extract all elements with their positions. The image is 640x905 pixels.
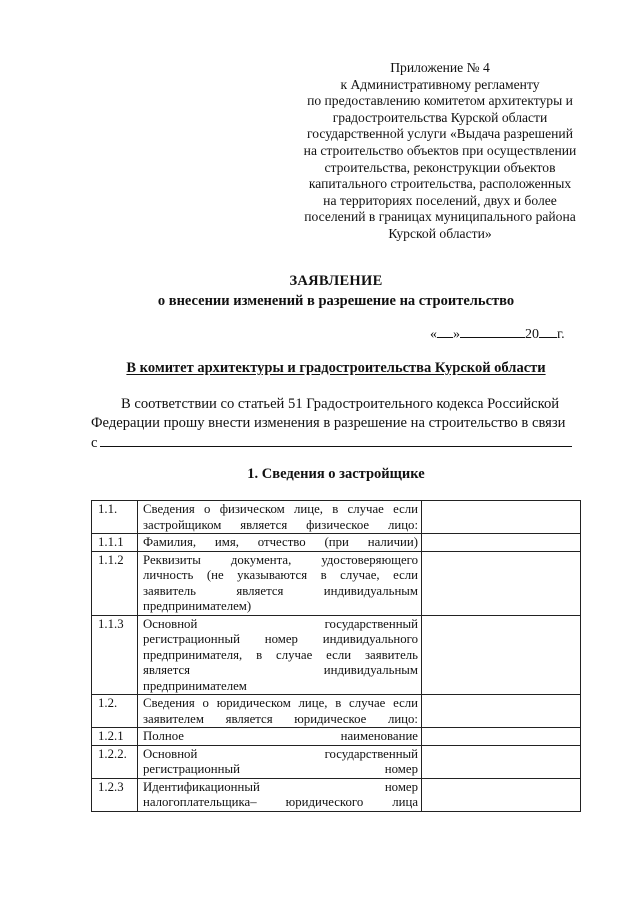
date-line [430,327,590,343]
table-row [92,745,581,778]
document-subtitle: о внесении изменений в разрешение на строительство [157,293,515,309]
table-row [92,695,581,728]
table-row [92,728,581,746]
annex-line: Приложение № 4 [390,60,490,75]
row-number: 1.1.2 [92,551,138,615]
document-title: ЗАЯВЛЕНИЕ [289,273,383,289]
table-row [92,501,581,534]
row-description-line: является индивидуальным [143,663,418,677]
addressee [0,360,640,377]
date-year-suffix: г. [557,327,565,342]
row-description-line: регистрационный номер [143,762,418,776]
row-description-line: Фамилия, имя, отчество (при наличии) [143,535,418,549]
row-number: 1.1. [92,501,138,534]
date-year-prefix: 20 [525,327,539,342]
row-description [138,745,422,778]
annex-line: градостроительства Курской области [332,109,548,125]
table-row [92,615,581,695]
row-description-line: застройщиком является физическое лицо: [143,517,418,532]
section-title: 1. Сведения о застройщике [247,466,425,482]
row-value-cell[interactable] [422,745,581,778]
annex-line: Курской области» [388,225,492,241]
row-description [138,728,422,746]
row-description-line: Основной государственный [143,746,418,761]
row-description [138,695,422,728]
row-description-line: Идентификационный номер [143,779,418,794]
row-number: 1.1.1 [92,534,138,552]
row-description [138,778,422,811]
row-number: 1.1.3 [92,615,138,695]
annex-header [290,60,590,243]
row-value-cell[interactable] [422,501,581,534]
row-description-line: Сведения о юридическом лице, в случае если [143,696,418,710]
row-description-line: предпринимателем [143,678,247,693]
row-value-cell[interactable] [422,615,581,695]
row-description [138,551,422,615]
developer-info-table [91,500,581,812]
row-number: 1.2.3 [92,778,138,811]
row-description [138,534,422,552]
row-value-cell[interactable] [422,778,581,811]
row-value-cell[interactable] [422,551,581,615]
table-row [92,551,581,615]
request-paragraph-line-3 [91,434,591,452]
row-number: 1.2.1 [92,728,138,746]
date-month-blank[interactable] [460,337,525,338]
request-paragraph-line-1: В соответствии со статьей 51 Градостроительного кодекса Российской [121,396,560,412]
request-reason-blank[interactable] [100,434,572,447]
date-close-quote: » [453,327,460,342]
annex-line: поселений в границах муниципального района [304,209,576,225]
row-value-cell[interactable] [422,534,581,552]
annex-line: капитального строительства, расположенных [308,176,572,192]
row-description-line: предпринимателя, в случае если заявитель [143,647,418,662]
annex-line: строительства, реконструкции объектов [324,159,556,175]
row-value-cell[interactable] [422,695,581,728]
row-description-line: личность (не указываются в случае, если [143,568,418,582]
row-description-line: предпринимателем) [143,599,252,613]
row-description-line: заявителем является юридическое лицо: [143,711,418,726]
table-row [92,534,581,552]
row-description-line: налогоплательщика– юридического лица [143,795,418,809]
row-value-cell[interactable] [422,728,581,746]
row-description [138,501,422,534]
table-row [92,778,581,811]
annex-line: на территориях поселений, двух и более [323,192,557,208]
date-open-quote: « [430,327,437,342]
row-description-line: Полное наименование [143,729,418,743]
row-description-line: Сведения о физическом лице, в случае если [143,502,418,516]
row-description-line: регистрационный номер индивидуального [143,632,418,646]
annex-line: государственной услуги «Выдача разрешений [307,126,573,142]
row-description-line: заявитель является индивидуальным [143,583,418,598]
row-number: 1.2.2. [92,745,138,778]
row-description-line: Основной государственный [143,616,418,631]
request-reason-prefix: с [91,435,98,451]
row-description-line: Реквизиты документа, удостоверяющего [143,552,418,567]
row-description [138,615,422,695]
annex-line: на строительство объектов при осуществлении [303,142,577,158]
date-day-blank[interactable] [437,337,453,338]
request-paragraph-line-2: Федерации прошу внести изменения в разрешение на строительство в связи [91,415,566,431]
date-year-blank[interactable] [539,337,557,338]
annex-line: к Административному регламенту [340,76,540,92]
row-number: 1.2. [92,695,138,728]
addressee-text: В комитет архитектуры и градостроительства Курской области [126,360,546,376]
annex-line: по предоставлению комитетом архитектуры и [307,93,573,109]
